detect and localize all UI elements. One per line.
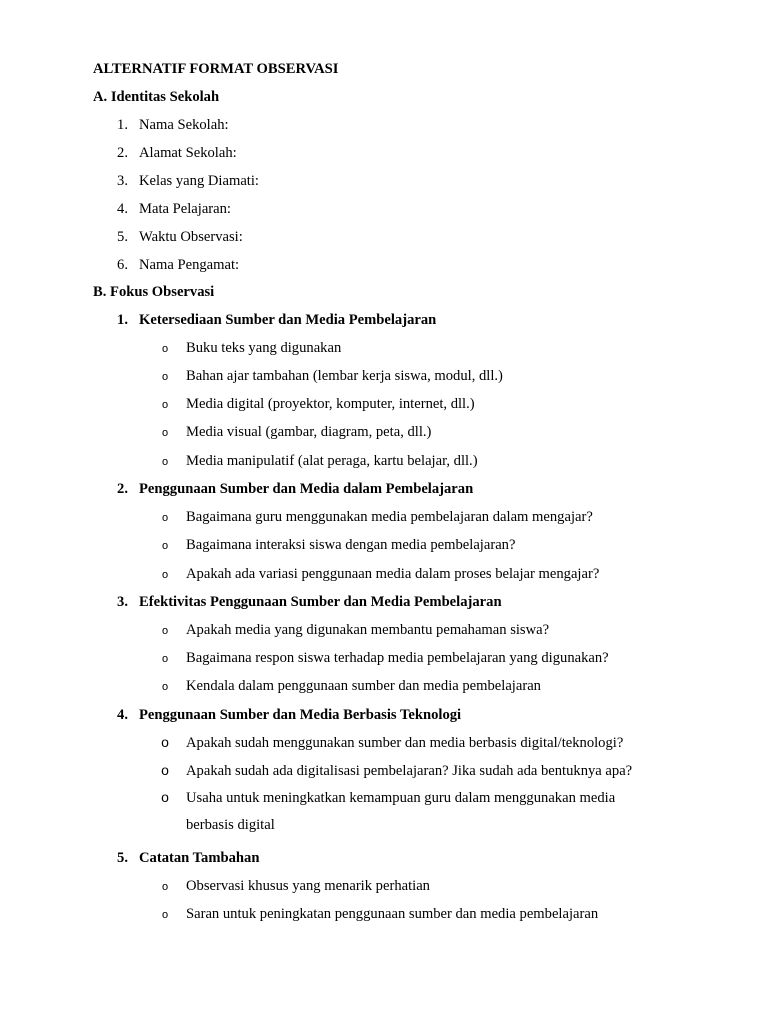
group-number: 4. (117, 707, 128, 723)
list-number: 1. (117, 117, 128, 133)
group-title: Efektivitas Penggunaan Sumber dan Media Pembelajaran (139, 594, 502, 610)
bullet-circle-icon: o (161, 343, 169, 355)
list-number: 5. (117, 229, 128, 245)
bullet-text: Usaha untuk meningkatkan kemampuan guru dalam menggunakan media (186, 790, 616, 806)
list-item-text: Mata Pelajaran: (139, 201, 231, 217)
document-title: ALTERNATIF FORMAT OBSERVASI (93, 61, 339, 77)
list-item-text: Kelas yang Diamati: (139, 173, 259, 189)
list-number: 6. (117, 257, 128, 273)
group-title: Catatan Tambahan (139, 850, 260, 866)
bullet-circle-icon: o (161, 427, 169, 439)
list-number: 4. (117, 201, 128, 217)
list-item-text: Nama Pengamat: (139, 257, 240, 273)
group-number: 5. (117, 850, 128, 866)
list-number: 2. (117, 145, 128, 161)
bullet-circle-icon: o (161, 789, 169, 805)
group-number: 2. (117, 481, 128, 497)
bullet-text: Bagaimana interaksi siswa dengan media pembelajaran? (186, 537, 516, 553)
bullet-circle-icon: o (161, 456, 169, 468)
group-title: Penggunaan Sumber dan Media Berbasis Teknologi (139, 707, 462, 723)
bullet-circle-icon: o (161, 569, 169, 581)
bullet-circle-icon: o (161, 734, 169, 750)
bullet-text: Apakah sudah menggunakan sumber dan media berbasis digital/teknologi? (186, 735, 624, 751)
bullet-circle-icon: o (161, 512, 169, 524)
group-number: 1. (117, 312, 128, 328)
bullet-circle-icon: o (161, 909, 169, 921)
bullet-text: Media manipulatif (alat peraga, kartu belajar, dll.) (186, 453, 478, 469)
bullet-text: Kendala dalam penggunaan sumber dan media pembelajaran (186, 678, 541, 694)
group-number: 3. (117, 594, 128, 610)
bullet-text: Bagaimana respon siswa terhadap media pembelajaran yang digunakan? (186, 650, 609, 666)
bullet-circle-icon: o (161, 540, 169, 552)
bullet-text: Bagaimana guru menggunakan media pembelajaran dalam mengajar? (186, 509, 593, 525)
bullet-text: Apakah media yang digunakan membantu pemahaman siswa? (186, 622, 550, 638)
section-b-heading: B. Fokus Observasi (93, 284, 215, 300)
bullet-text: Apakah sudah ada digitalisasi pembelajaran? Jika sudah ada bentuknya apa? (186, 763, 633, 779)
bullet-circle-icon: o (161, 681, 169, 693)
bullet-text-continuation: berbasis digital (186, 817, 275, 833)
bullet-circle-icon: o (161, 881, 169, 893)
list-item-text: Nama Sekolah: (139, 117, 229, 133)
list-number: 3. (117, 173, 128, 189)
bullet-circle-icon: o (161, 653, 169, 665)
bullet-text: Bahan ajar tambahan (lembar kerja siswa, modul, dll.) (186, 368, 503, 384)
bullet-text: Saran untuk peningkatan penggunaan sumber dan media pembelajaran (186, 906, 599, 922)
list-item-text: Waktu Observasi: (139, 229, 243, 245)
bullet-circle-icon: o (161, 625, 169, 637)
group-title: Penggunaan Sumber dan Media dalam Pembelajaran (139, 481, 474, 497)
group-title: Ketersediaan Sumber dan Media Pembelajaran (139, 312, 437, 328)
bullet-circle-icon: o (161, 399, 169, 411)
bullet-text: Media visual (gambar, diagram, peta, dll.) (186, 424, 432, 440)
bullet-text: Apakah ada variasi penggunaan media dalam proses belajar mengajar? (186, 566, 600, 582)
bullet-circle-icon: o (161, 371, 169, 383)
list-item-text: Alamat Sekolah: (139, 145, 237, 161)
bullet-circle-icon: o (161, 762, 169, 778)
bullet-text: Media digital (proyektor, komputer, internet, dll.) (186, 396, 475, 412)
bullet-text: Observasi khusus yang menarik perhatian (186, 878, 430, 894)
bullet-text: Buku teks yang digunakan (186, 340, 342, 356)
section-a-heading: A. Identitas Sekolah (93, 89, 220, 105)
